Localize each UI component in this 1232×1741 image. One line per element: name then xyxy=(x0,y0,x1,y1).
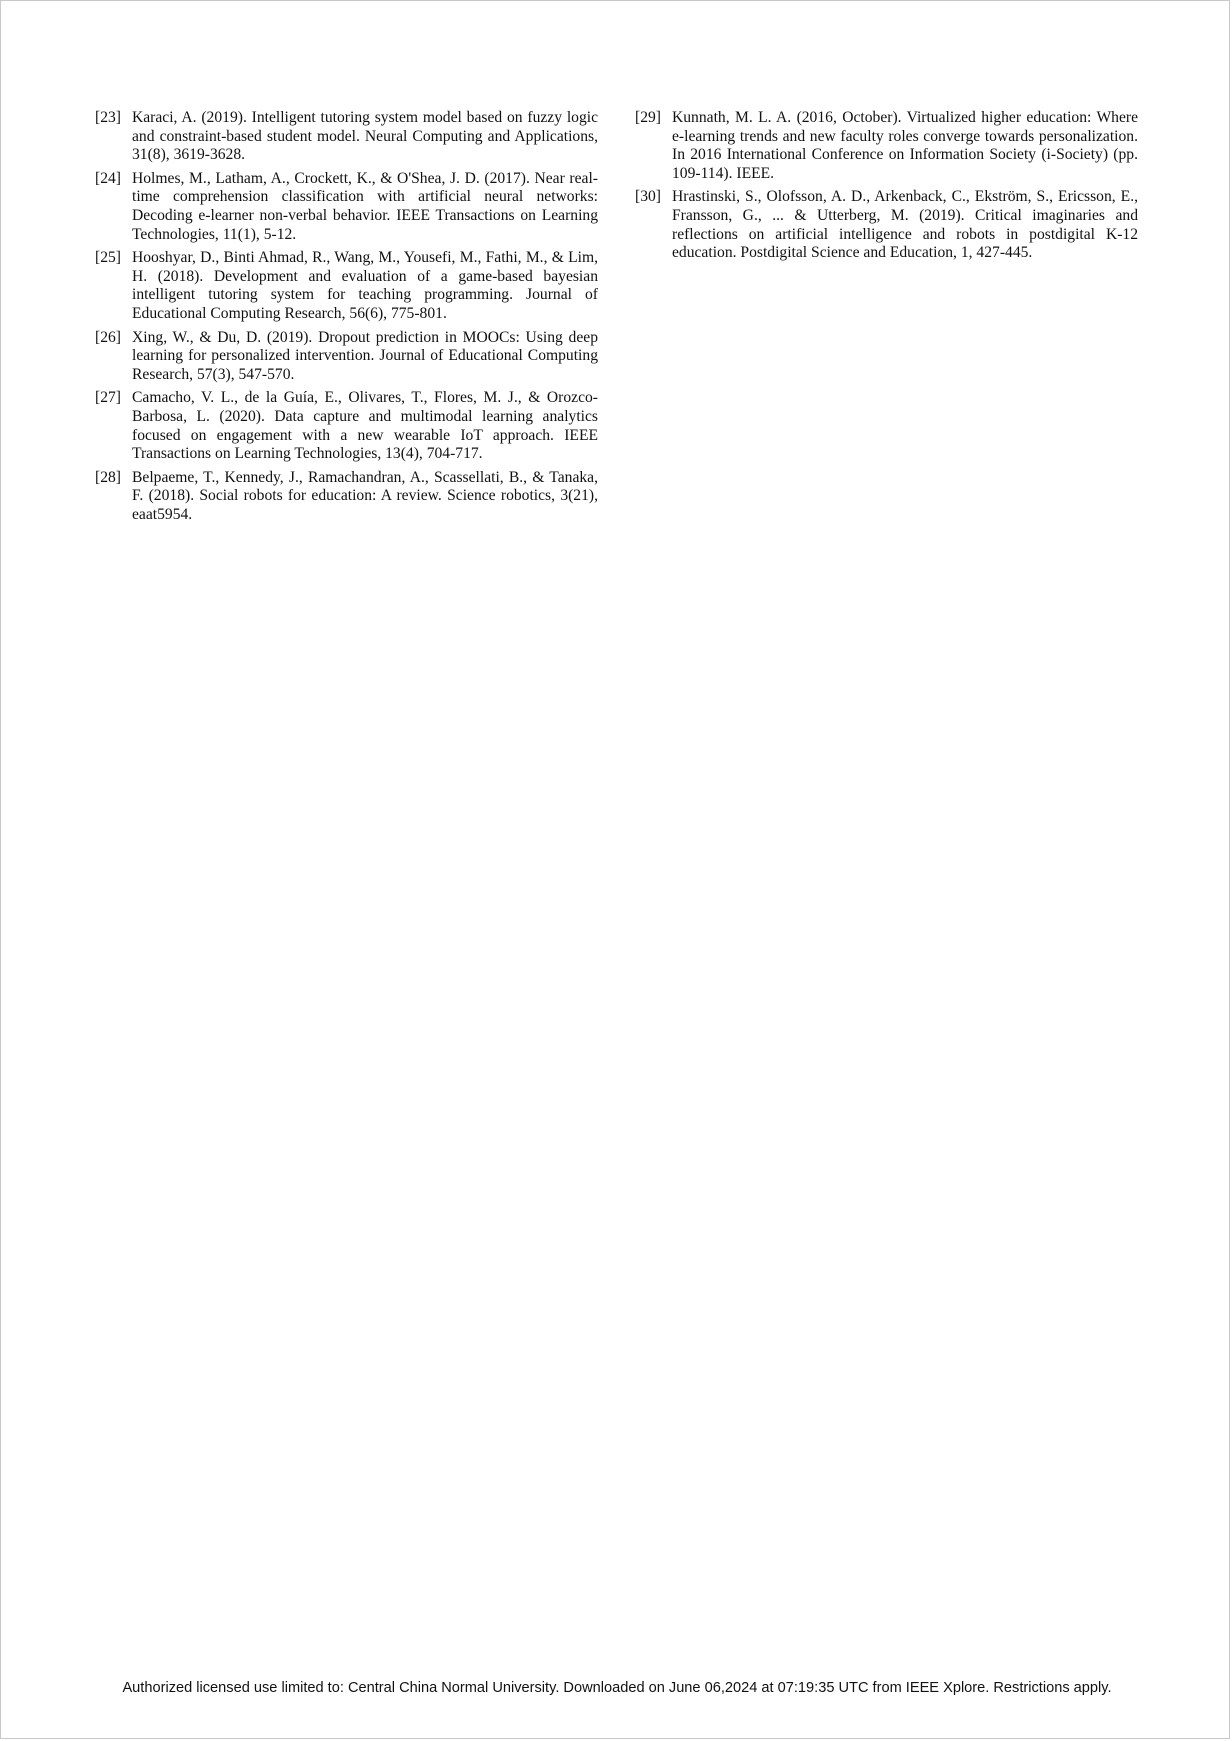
reference-number: [28] xyxy=(95,468,121,486)
reference-number: [25] xyxy=(95,249,121,267)
reference-number: [27] xyxy=(95,389,121,407)
reference-text: Kunnath, M. L. A. (2016, October). Virtualized higher education: Where e-learning trends and new faculty roles converge towards personalization. In 2016 International Conference on Information Society (i-Society) (pp. 109-114). IEEE. xyxy=(672,109,1138,182)
reference-text: Belpaeme, T., Kennedy, J., Ramachandran, A., Scassellati, B., & Tanaka, F. (2018). Social robots for education: A review. Science robotics, 3(21), eaat5954. xyxy=(132,468,598,523)
reference-item xyxy=(95,389,598,463)
references-left-column xyxy=(95,109,598,529)
reference-item xyxy=(95,249,598,323)
reference-number: [24] xyxy=(95,169,121,187)
reference-number: [23] xyxy=(95,109,121,126)
reference-number: [29] xyxy=(635,109,661,126)
reference-item xyxy=(95,170,598,244)
reference-text: Hooshyar, D., Binti Ahmad, R., Wang, M., Yousefi, M., Fathi, M., & Lim, H. (2018). Development and evaluation of a game-based bayesian intelligent tutoring system for teaching programming. Journal of Educational Computing Research, 56(6), 775-801. xyxy=(132,249,598,322)
reference-text: Xing, W., & Du, D. (2019). Dropout prediction in MOOCs: Using deep learning for personalized intervention. Journal of Educational Computing Research, 57(3), 547-570. xyxy=(132,328,598,383)
reference-item xyxy=(95,469,598,525)
license-footer: Authorized licensed use limited to: Central China Normal University. Downloaded on June 06,2024 at 07:19:35 UTC from IEEE Xplore. Restrictions apply. xyxy=(122,1680,1112,1696)
references-right-column xyxy=(635,109,1138,268)
reference-item xyxy=(635,188,1138,262)
reference-text: Karaci, A. (2019). Intelligent tutoring system model based on fuzzy logic and constraint-based student model. Neural Computing and Applications, 31(8), 3619-3628. xyxy=(132,109,598,164)
reference-number: [26] xyxy=(95,328,121,346)
reference-text: Hrastinski, S., Olofsson, A. D., Arkenback, C., Ekström, S., Ericsson, E., Fransson, G., ... & Utterberg, M. (2019). Critical imaginaries and reflections on artificial intelligence and robots in postdigital K-12 education. Postdigital Science and Education, 1, 427-445. xyxy=(672,188,1138,262)
reference-item xyxy=(635,109,1138,183)
reference-text: Holmes, M., Latham, A., Crockett, K., & O'Shea, J. D. (2017). Near real-time comprehension classification with artificial neural networks: Decoding e-learner non-verbal behavior. IEEE Transactions on Learning Technologies, 11(1), 5-12. xyxy=(132,169,598,243)
reference-item xyxy=(95,329,598,385)
reference-number: [30] xyxy=(635,188,661,206)
reference-text: Camacho, V. L., de la Guía, E., Olivares, T., Flores, M. J., & Orozco-Barbosa, L. (2020). Data capture and multimodal learning analytics focused on engagement with a new wearable IoT approach. IEEE Transactions on Learning Technologies, 13(4), 704-717. xyxy=(132,389,598,463)
reference-item xyxy=(95,109,598,165)
